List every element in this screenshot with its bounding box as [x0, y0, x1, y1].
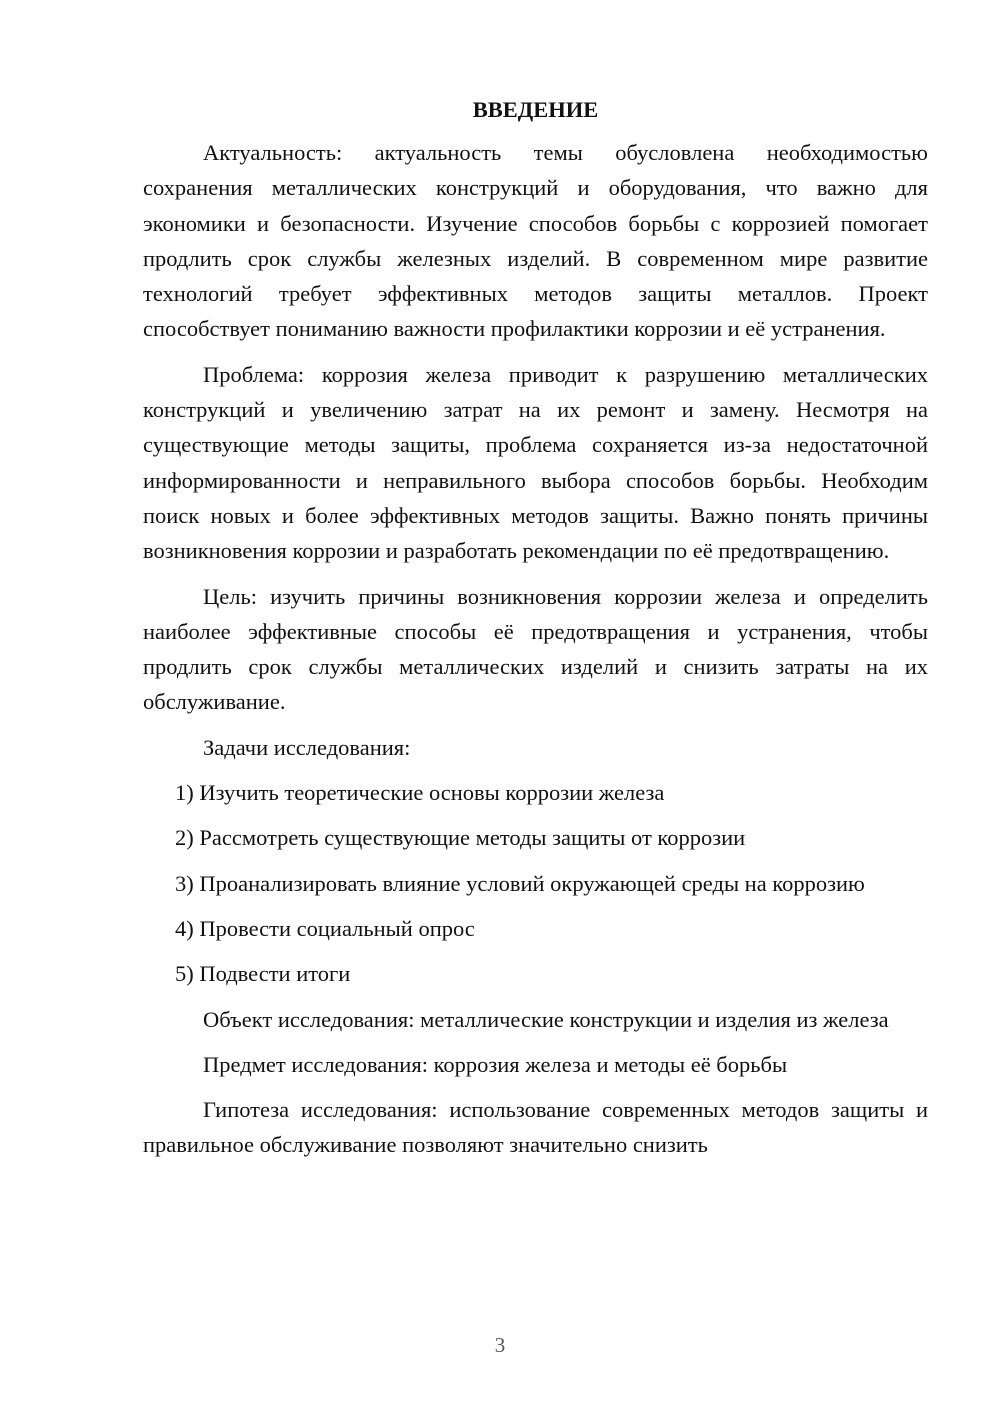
task-item-3: 3) Проанализировать влияние условий окружающей среды на коррозию [175, 870, 865, 896]
document-page [143, 92, 928, 1173]
task-item-1: 1) Изучить теоретические основы коррозии железа [175, 780, 665, 806]
paragraph-goal: Цель: изучить причины возникновения коррозии железа и определить наиболее эффективные способы её предотвращения и устранения, чтобы продлить срок службы металлических изделий и снизить затраты на их обслуживание. [143, 583, 928, 715]
section-title: ВВЕДЕНИЕ [472, 97, 599, 122]
task-item-5: 5) Подвести итоги [175, 961, 351, 987]
task-item-2: 2) Рассмотреть существующие методы защиты от коррозии [175, 825, 746, 851]
paragraph-tasks-heading: Задачи исследования: [203, 734, 411, 760]
task-item-4: 4) Провести социальный опрос [175, 915, 475, 941]
paragraph-problem: Проблема: коррозия железа приводит к разрушению металлических конструкций и увеличению затрат на их ремонт и замену. Несмотря на существующие методы защиты, проблема сохраняется из-за недостаточной информированности и неправильного выбора способов борьбы. Необходим поиск новых и более эффективных методов защиты. Важно понять причины возникновения коррозии и разработать рекомендации по её предотвращению. [143, 361, 928, 564]
paragraph-object: Объект исследования: металлические конструкции и изделия из железа [203, 1006, 889, 1032]
paragraph-hypothesis: Гипотеза исследования: использование современных методов защиты и правильное обслуживание позволяют значительно снизить [143, 1097, 928, 1158]
paragraph-relevance: Актуальность: актуальность темы обусловлена необходимостью сохранения металлических конструкций и оборудования, что важно для экономики и безопасности. Изучение способов борьбы с коррозией помогает продлить срок службы железных изделий. В современном мире развитие технологий требует эффективных методов защиты металлов. Проект способствует пониманию важности профилактики коррозии и её устранения. [143, 140, 928, 342]
page-number: 3 [494, 1333, 506, 1357]
paragraph-subject: Предмет исследования: коррозия железа и методы её борьбы [203, 1051, 788, 1077]
